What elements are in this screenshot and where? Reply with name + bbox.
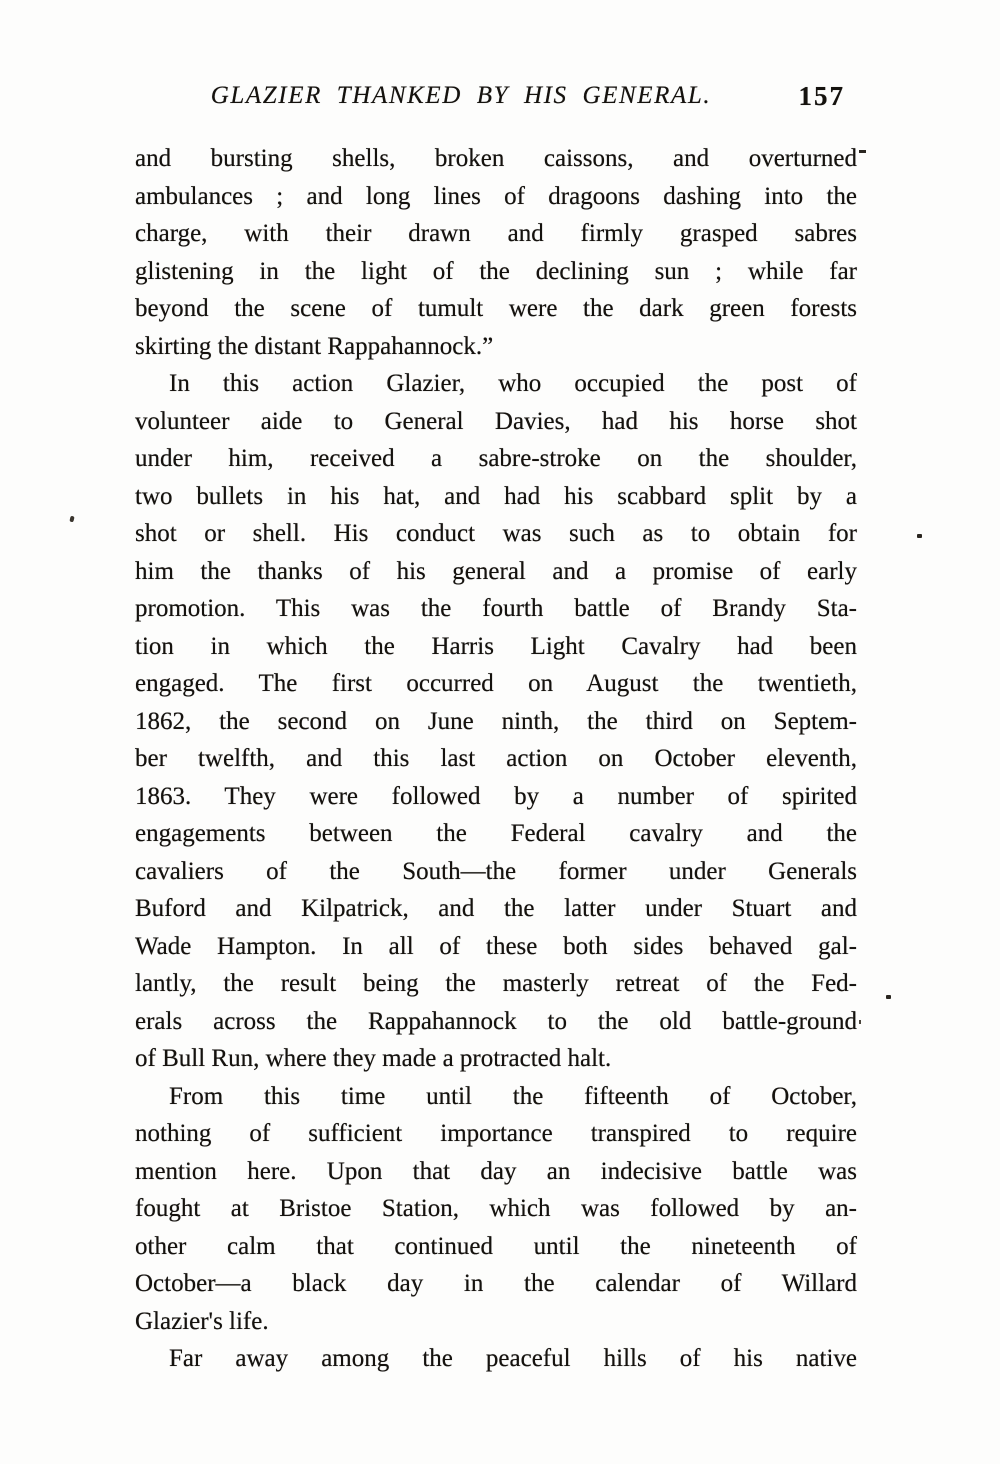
text-line: engaged. The first occurred on August the twentieth, xyxy=(135,670,857,697)
scan-speck xyxy=(886,995,891,999)
text-line: beyond the scene of tumult were the dark green forests xyxy=(135,295,857,322)
text-line: Buford and Kilpatrick, and the latter under Stuart and xyxy=(135,895,857,922)
text-line: erals across the Rappahannock to the old battle-ground xyxy=(135,1007,857,1035)
text-line: under him, received a sabre-stroke on the shoulder, xyxy=(135,445,857,472)
text-line: Far away among the peaceful hills of his native xyxy=(169,1345,857,1372)
text-line: October—a black day in the calendar of Willard xyxy=(135,1270,857,1297)
text-line: In this action Glazier, who occupied the post of xyxy=(169,370,857,397)
paragraph xyxy=(135,1078,857,1341)
text-line: ber twelfth, and this last action on October eleventh, xyxy=(135,745,857,772)
text-line: fought at Bristoe Station, which was followed by an- xyxy=(135,1195,857,1222)
text-line: lantly, the result being the masterly retreat of the Fed- xyxy=(135,970,857,997)
text-line: Glazier's life. xyxy=(135,1307,269,1335)
text-line: cavaliers of the South—the former under Generals xyxy=(135,857,857,885)
scan-speck xyxy=(69,516,74,523)
text-line: and bursting shells, broken caissons, and overturned xyxy=(135,145,857,172)
paragraph xyxy=(135,1340,857,1378)
text-line: ambulances ; and long lines of dragoons dashing into the xyxy=(135,182,857,210)
text-line: two bullets in his hat, and had his scabbard split by a xyxy=(135,482,857,510)
scan-speck xyxy=(859,150,866,153)
text-line: engagements between the Federal cavalry and the xyxy=(135,820,857,847)
text-line: mention here. Upon that day an indecisive battle was xyxy=(135,1157,857,1185)
text-line: 1862, the second on June ninth, the third on Septem- xyxy=(135,707,857,735)
text-line: shot or shell. His conduct was such as to obtain for xyxy=(135,520,857,547)
text-line: 1863. They were followed by a number of spirited xyxy=(135,782,857,810)
paragraph xyxy=(135,365,857,1078)
text-line: tion in which the Harris Light Cavalry had been xyxy=(135,632,857,660)
text-line: of Bull Run, where they made a protracted halt. xyxy=(135,1045,612,1072)
text-line: promotion. This was the fourth battle of Brandy Sta- xyxy=(135,595,857,622)
text-line: skirting the distant Rappahannock.” xyxy=(135,332,494,360)
text-line: volunteer aide to General Davies, had his horse shot xyxy=(135,407,857,435)
text-line: other calm that continued until the nineteenth of xyxy=(135,1232,857,1260)
text-line: glistening in the light of the declining sun ; while far xyxy=(135,257,857,285)
scan-speck xyxy=(859,1020,861,1024)
running-title: GLAZIER THANKED BY HIS GENERAL. xyxy=(210,82,712,109)
text-block xyxy=(135,140,857,1378)
text-line: charge, with their drawn and firmly grasped sabres xyxy=(135,220,857,247)
page-number: 157 xyxy=(798,81,845,111)
paragraph xyxy=(135,140,857,365)
text-line: Wade Hampton. In all of these both sides behaved gal- xyxy=(135,932,857,960)
scan-speck xyxy=(917,534,922,538)
text-line: From this time until the fifteenth of October, xyxy=(169,1082,857,1110)
page-header xyxy=(135,82,857,118)
text-line: nothing of sufficient importance transpired to require xyxy=(135,1120,857,1147)
text-line: him the thanks of his general and a promise of early xyxy=(135,557,857,585)
